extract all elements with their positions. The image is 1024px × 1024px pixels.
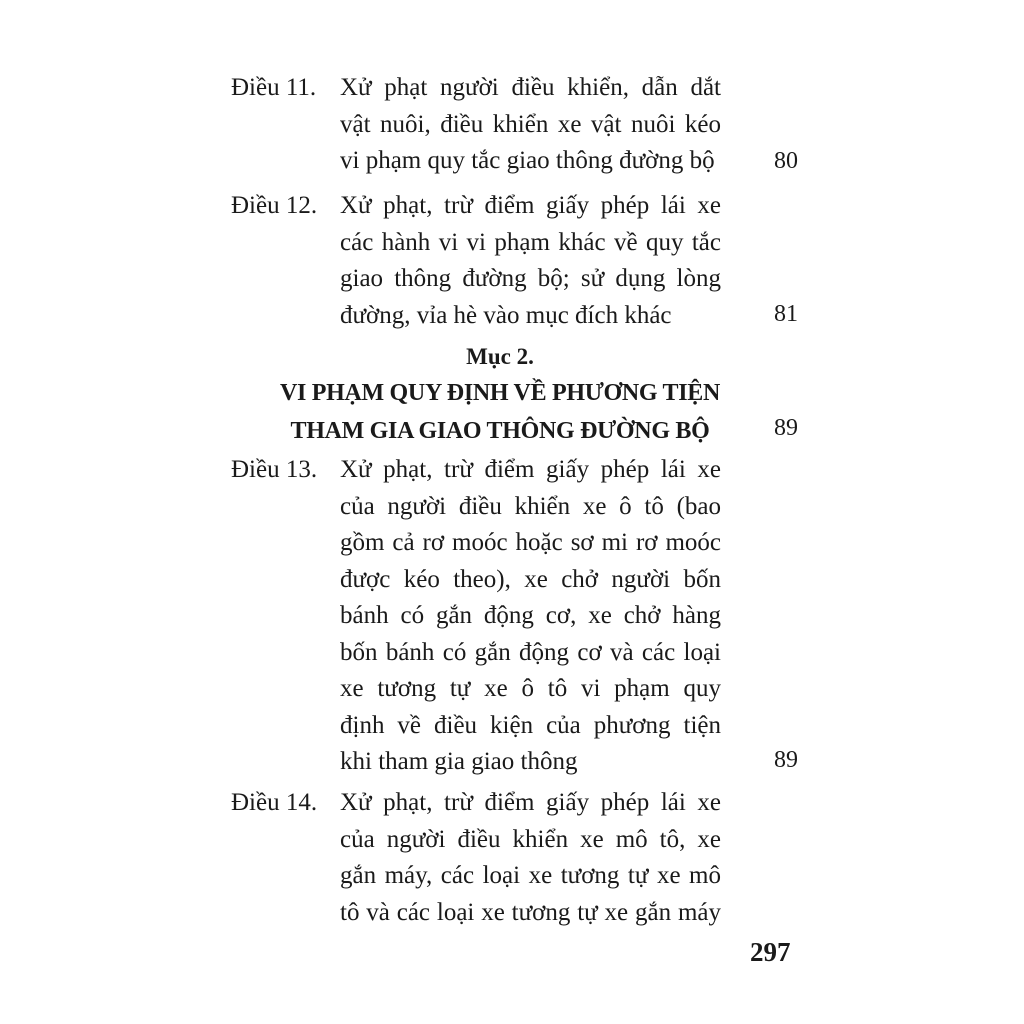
- entry-line: gồm cả rơ moóc hoặc sơ mi rơ moóc: [340, 529, 721, 556]
- entry-page-number: 80: [774, 148, 798, 174]
- entry-page-number: 89: [774, 747, 798, 773]
- section-page-number: 89: [774, 415, 798, 441]
- section-heading[interactable]: [270, 340, 730, 450]
- entry-line: vật nuôi, điều khiển xe vật nuôi kéo: [340, 110, 721, 138]
- entry-line: của người điều khiển xe ô tô (bao: [340, 492, 721, 520]
- entry-line: được kéo theo), xe chở người bốn: [340, 565, 721, 593]
- entry-line: gắn máy, các loại xe tương tự xe mô: [340, 862, 721, 889]
- entry-text: [340, 452, 721, 781]
- entry-label: Điều 13.: [231, 456, 318, 483]
- entry-line: bánh có gắn động cơ, xe chở hàng: [340, 602, 721, 629]
- entry-line: Xử phạt người điều khiển, dẫn dắt: [340, 74, 721, 101]
- entry-line: của người điều khiển xe mô tô, xe: [340, 825, 721, 853]
- section-title-line-1: VI PHẠM QUY ĐỊNH VỀ PHƯƠNG TIỆN: [279, 380, 721, 406]
- entry-line: tô và các loại xe tương tự xe gắn máy: [340, 898, 721, 926]
- entry-line: Xử phạt, trừ điểm giấy phép lái xe: [340, 456, 721, 483]
- entry-line: giao thông đường bộ; sử dụng lòng: [340, 265, 721, 292]
- entry-line: định về điều kiện của phương tiện: [340, 711, 721, 739]
- entry-line: vi phạm quy tắc giao thông đường bộ: [340, 147, 715, 174]
- entry-label: Điều 11.: [231, 74, 317, 101]
- entry-line: đường, vỉa hè vào mục đích khác: [340, 301, 672, 329]
- entry-label: Điều 14.: [231, 789, 318, 816]
- entry-text: [340, 70, 721, 180]
- footer-page-number: 297: [750, 937, 791, 967]
- entry-line: khi tham gia giao thông: [340, 748, 578, 775]
- section-number: Mục 2.: [466, 344, 534, 369]
- entry-line: Xử phạt, trừ điểm giấy phép lái xe: [340, 789, 721, 816]
- entry-text: [340, 188, 721, 334]
- entry-label: Điều 12.: [231, 192, 318, 219]
- entry-line: Xử phạt, trừ điểm giấy phép lái xe: [340, 192, 721, 219]
- entry-line: bốn bánh có gắn động cơ và các loại: [340, 638, 721, 666]
- entry-line: các hành vi vi phạm khác về quy tắc: [340, 228, 721, 256]
- section-title-line-2: THAM GIA GIAO THÔNG ĐƯỜNG BỘ: [290, 418, 710, 444]
- entry-page-number: 81: [774, 301, 798, 327]
- entry-text: [340, 785, 721, 931]
- entry-line: xe tương tự xe ô tô vi phạm quy: [340, 675, 721, 702]
